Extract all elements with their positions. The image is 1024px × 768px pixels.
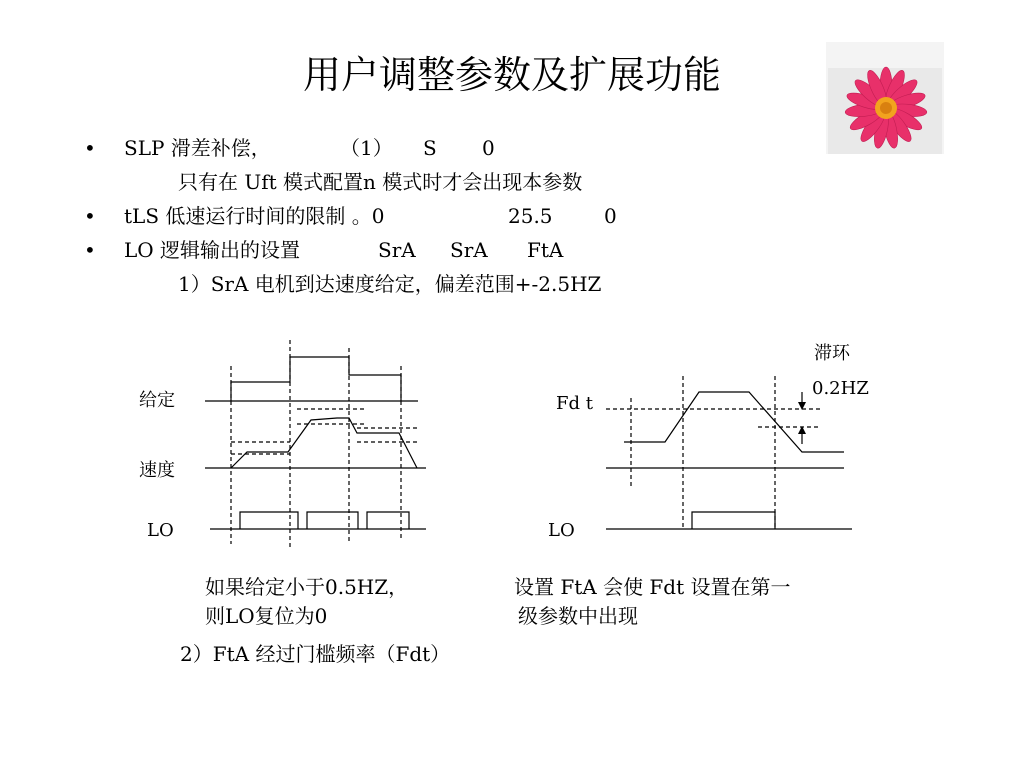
- speed-label: 速度: [139, 460, 175, 481]
- slp-default: 0: [482, 136, 495, 160]
- lo-signal-label: LO: [147, 520, 174, 541]
- setpoint-waveform: [231, 357, 401, 401]
- tls-default: 0: [604, 204, 617, 228]
- lo-pulse: [692, 512, 775, 529]
- lo-pulse: [307, 512, 358, 529]
- slp-note: 只有在 Uft 模式配置n 模式时才会出现本参数: [178, 170, 583, 194]
- bullet-marker: •: [84, 136, 96, 160]
- lo-option-1: SrA: [378, 238, 416, 262]
- hysteresis-label: 滞环: [814, 343, 850, 364]
- left-caption-line-1: 如果给定小于0.5HZ，: [205, 575, 409, 599]
- tls-max: 25.5: [508, 204, 553, 228]
- fdt-label: Fd t: [556, 393, 593, 414]
- arrowhead: [798, 426, 806, 434]
- lo-pulse: [240, 512, 298, 529]
- right-caption-line-2: 级参数中出现: [518, 604, 638, 628]
- bullet-marker: •: [84, 238, 96, 262]
- setpoint-label: 给定: [139, 390, 175, 411]
- right-caption-line-1: 设置 FtA 会使 Fdt 设置在第一: [514, 575, 791, 599]
- speed-curve: [624, 392, 844, 452]
- lo-signal-label: LO: [548, 520, 575, 541]
- lo-option-2: SrA: [450, 238, 488, 262]
- slp-unit: S: [423, 136, 437, 160]
- left-caption-line-2: 则LO复位为0: [205, 604, 328, 628]
- tls-label: tLS 低速运行时间的限制 。0: [124, 204, 385, 228]
- lo-pulse: [367, 512, 409, 529]
- slide-title: 用户调整参数及扩展功能: [302, 53, 721, 97]
- lo-option-3: FtA: [527, 238, 564, 262]
- bullet-marker: •: [84, 204, 96, 228]
- speed-curve: [231, 418, 417, 468]
- slp-index: （1）: [340, 136, 393, 160]
- sra-note: 1）SrA 电机到达速度给定，偏差范围+-2.5HZ: [178, 272, 602, 296]
- lo-label: LO 逻辑输出的设置: [124, 238, 301, 262]
- fta-note: 2）FtA 经过门槛频率（Fdt）: [180, 642, 451, 666]
- left-timing-diagram: [205, 340, 426, 548]
- hysteresis-value: 0.2HZ: [812, 378, 869, 399]
- slp-label: SLP 滑差补偿，: [124, 136, 271, 160]
